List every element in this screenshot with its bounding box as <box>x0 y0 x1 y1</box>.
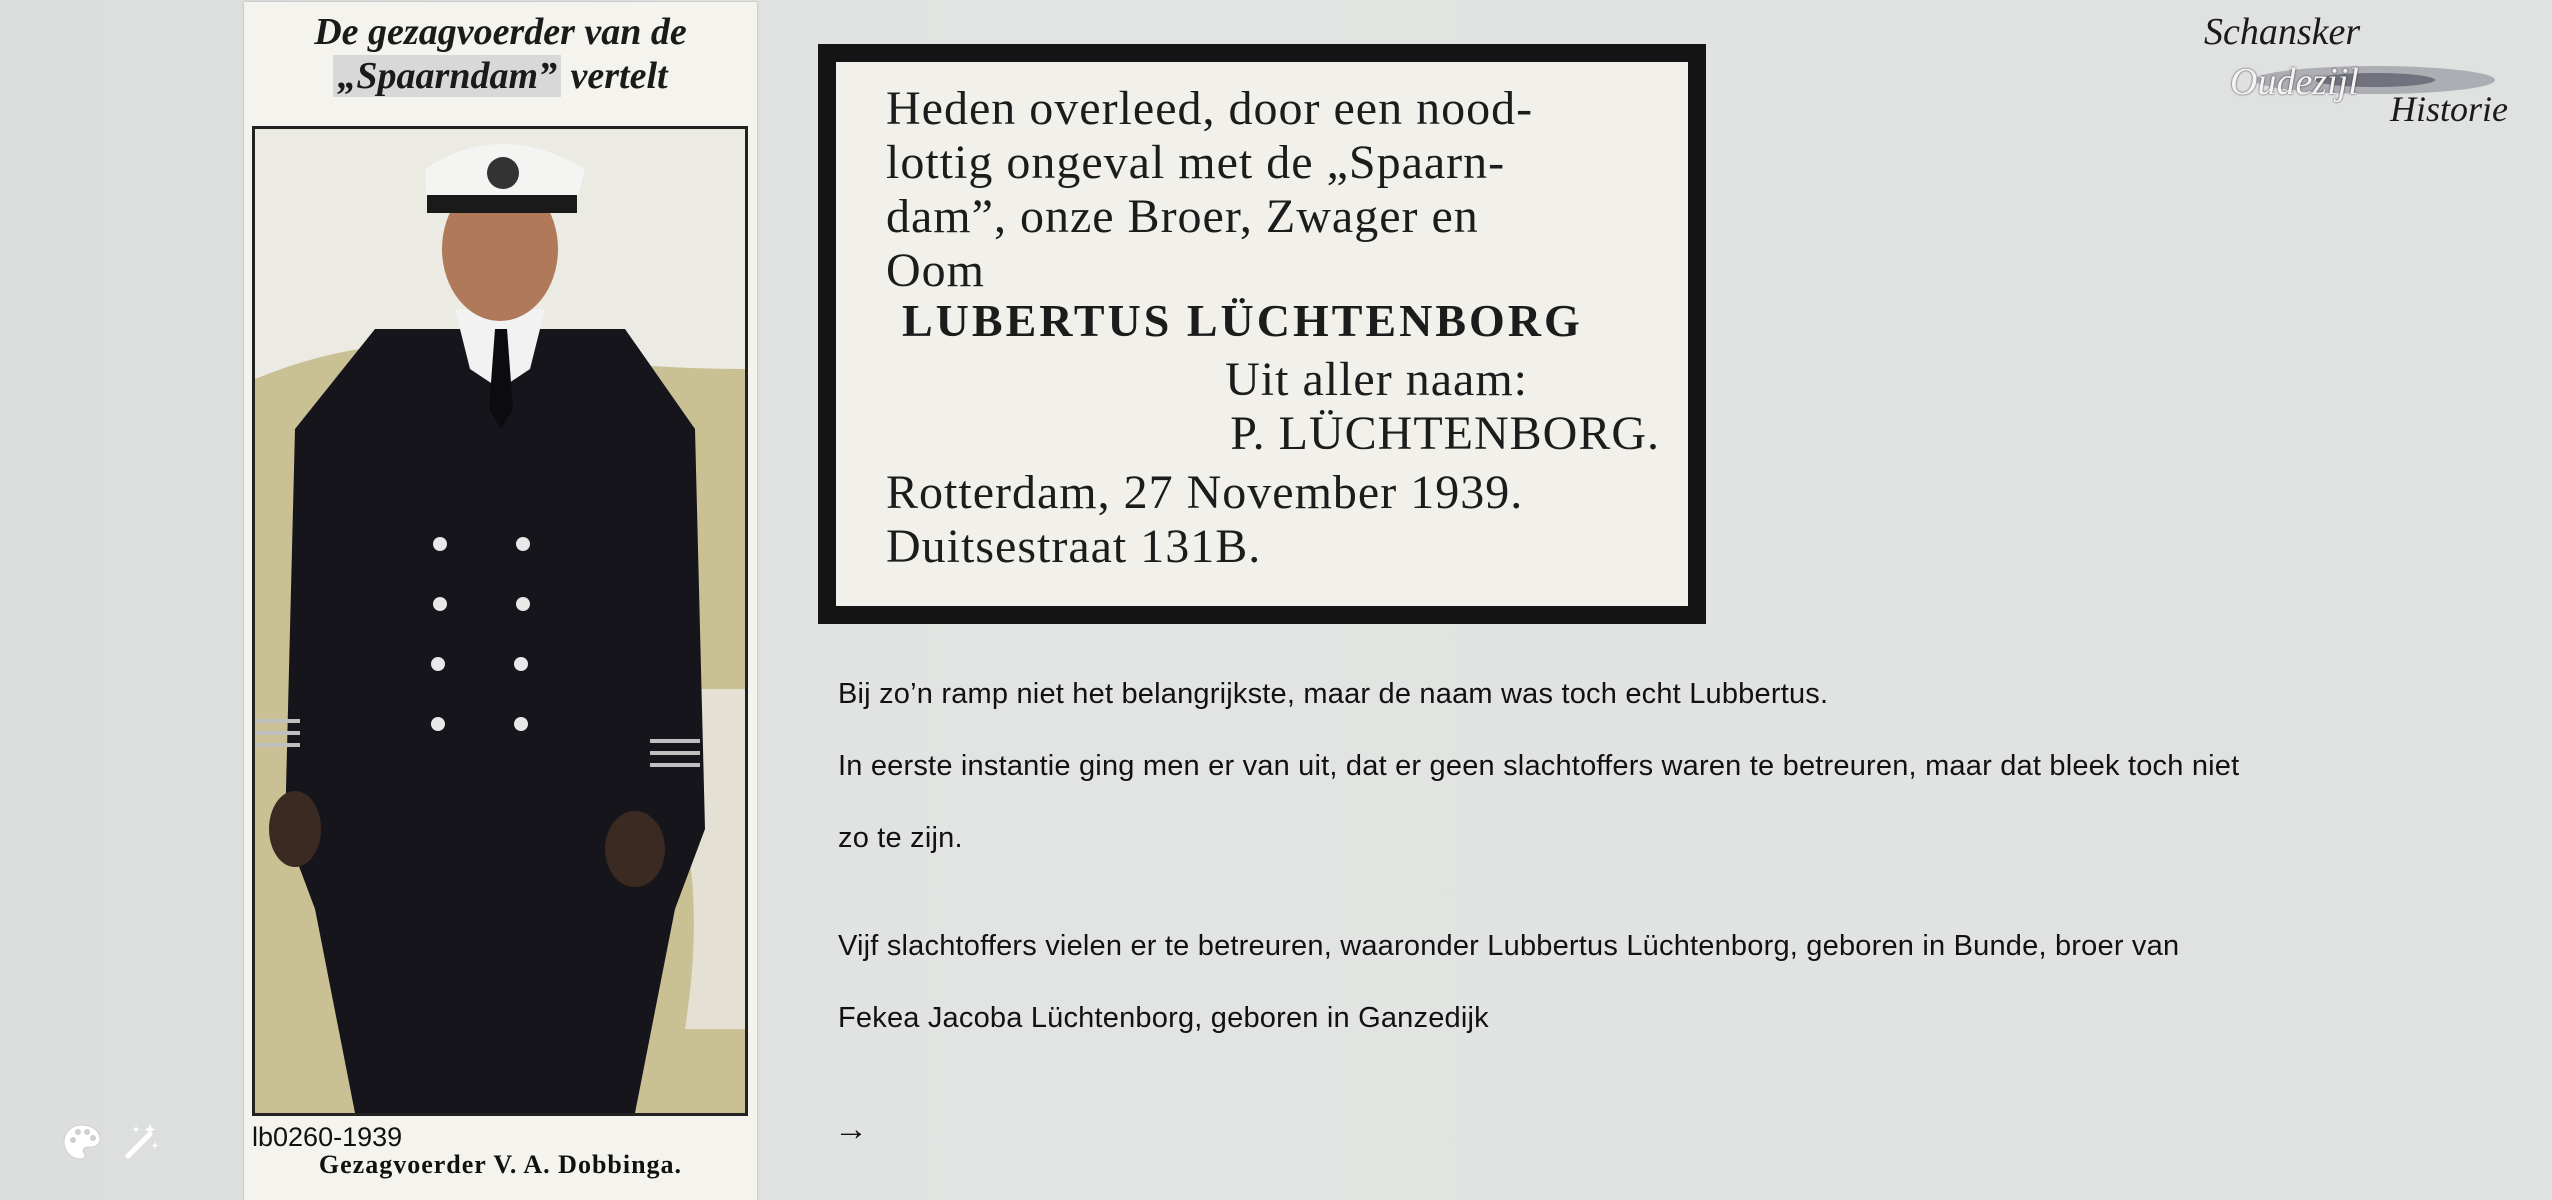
cap-band <box>427 195 577 213</box>
paragraph-3-line-1: Vijf slachtoffers vielen er te betreuren, waaronder Lubbertus Lüchtenborg, geboren in Bunde, broer van <box>838 930 2180 962</box>
coat-button <box>431 717 445 731</box>
deceased-name: LUBERTUS LÜCHTENBORG <box>902 295 1583 346</box>
sleeve-stripe <box>255 719 300 723</box>
photo-caption: Gezagvoerder V. A. Dobbinga. <box>318 1150 683 1179</box>
photo-identifier: lb0260-1939 <box>252 1122 403 1152</box>
coat-button <box>514 717 528 731</box>
headline-line-2 <box>244 54 757 98</box>
coat-button <box>516 597 530 611</box>
coat-button <box>514 657 528 671</box>
paragraph-2-line-1: In eerste instantie ging men er van uit, dat er geen slachtoffers waren te betreuren, maar dat bleek toch niet <box>838 750 2240 782</box>
sleeve-stripe <box>650 751 700 755</box>
clipping-headline <box>244 10 757 98</box>
paragraph-3-line-2: Fekea Jacoba Lüchtenborg, geboren in Ganzedijk <box>838 1002 1489 1034</box>
notice-place-date: Rotterdam, 27 November 1939. <box>886 466 1524 519</box>
captain-photo <box>252 126 748 1116</box>
captain-hand <box>269 791 321 867</box>
headline-line-1: De gezagvoerder van de <box>314 11 687 53</box>
obituary-notice <box>818 44 1706 624</box>
headline-verb: vertelt <box>570 55 668 97</box>
sleeve-stripe <box>650 763 700 767</box>
sleeve-stripe <box>255 743 300 747</box>
paragraph-1: Bij zo’n ramp niet het belangrijkste, maar de naam was toch echt Lubbertus. <box>838 678 1829 710</box>
captain-hand <box>605 811 665 887</box>
notice-line-4: Oom <box>886 244 985 297</box>
sleeve-stripe <box>650 739 700 743</box>
notice-line-3: dam”, onze Broer, Zwager en <box>886 190 1479 243</box>
cap-badge <box>487 157 519 189</box>
notice-signoff: Uit aller naam: <box>1225 353 1528 406</box>
paragraph-2-line-2: zo te zijn. <box>838 822 963 854</box>
next-arrow-link[interactable]: → <box>834 1110 868 1148</box>
newspaper-clipping <box>244 2 757 1200</box>
coat-button <box>516 537 530 551</box>
logo-word-3: Historie <box>2390 89 2509 129</box>
coat-button <box>433 537 447 551</box>
coat-button <box>433 597 447 611</box>
captain-illustration <box>255 129 745 1113</box>
notice-signer: P. LÜCHTENBORG. <box>1230 407 1660 460</box>
captain-coat <box>285 329 705 1113</box>
notice-line-1: Heden overleed, door een nood- <box>886 82 1534 135</box>
headline-ship-name: „Spaarndam” <box>333 55 561 97</box>
notice-address: Duitsestraat 131B. <box>886 520 1262 573</box>
palette-icon[interactable] <box>62 1122 102 1162</box>
sleeve-stripe <box>255 731 300 735</box>
magic-wand-icon[interactable] <box>120 1122 160 1162</box>
notice-line-2: lottig ongeval met de „Spaarn- <box>886 136 1506 189</box>
logo-word-2: Oudezijl <box>2230 61 2359 103</box>
coat-button <box>431 657 445 671</box>
site-logo[interactable] <box>2200 8 2540 138</box>
logo-word-1: Schansker <box>2204 11 2361 53</box>
